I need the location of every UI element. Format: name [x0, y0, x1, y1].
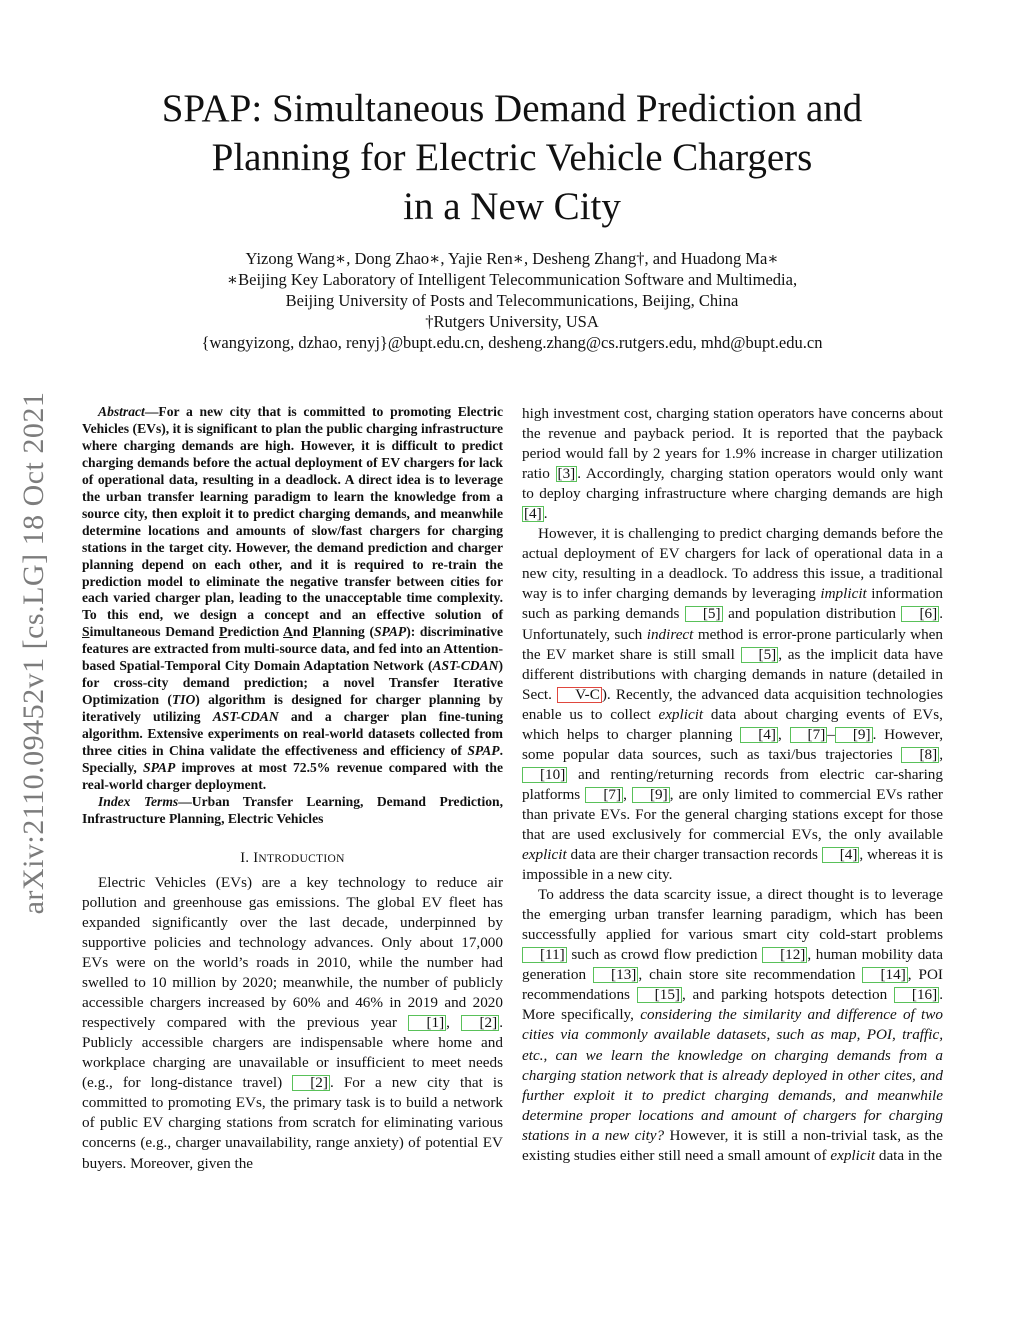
- text: such as crowd flow prediction: [566, 946, 763, 964]
- abstract-text-f: . Specially,: [82, 743, 503, 776]
- author-block: [100, 248, 924, 353]
- title-line-2: Planning for Electric Vehicle Chargers: [211, 136, 813, 179]
- text: data in the: [875, 1146, 943, 1164]
- section-heading-introduction: [82, 848, 503, 869]
- section-number: I. I: [240, 849, 259, 866]
- title-line-3: in a New City: [403, 185, 621, 228]
- text: . Unfortunately, such: [522, 605, 943, 643]
- emphasis: implicit: [820, 585, 867, 603]
- citation-link[interactable]: [7]: [585, 787, 623, 803]
- text: However, it is challenging to predict charging demands before the actual deployment of EV chargers for lack of operational data in a new city, resulting in a deadlock. To address this issue, a traditional way is to infer charging demands by leveraging: [522, 525, 943, 603]
- text: , are only limited to commercial EVs rather than private EVs. For the general charging stations except for those that are used exclusively for commercial EVs, the only available: [522, 785, 943, 843]
- abstract-text-d: ) algorithm is designed for charger planning by iteratively utilizing: [82, 692, 503, 725]
- citation-link[interactable]: [11]: [522, 947, 567, 963]
- text: information such as parking demands: [522, 585, 944, 623]
- text: , as the implicit data have different distributions with charging demands in nature (detailed in Sect.: [522, 645, 943, 703]
- arxiv-stamp: [14, 360, 54, 945]
- text: –: [827, 725, 835, 743]
- text: , chain store site recommendation: [638, 966, 863, 984]
- spap-a: A: [283, 624, 293, 640]
- text: ,: [777, 725, 790, 743]
- intro-paragraph-1-cont: [522, 404, 943, 524]
- citation-link[interactable]: [14]: [862, 967, 907, 983]
- citation-link[interactable]: [12]: [762, 947, 807, 963]
- ast-cdan-2: AST-CDAN: [212, 709, 279, 725]
- text: , and parking hotspots detection: [681, 986, 894, 1004]
- citation-link[interactable]: [13]: [593, 967, 638, 983]
- left-column: [82, 404, 503, 1174]
- emphasis: explicit: [522, 846, 567, 864]
- abstract-text-a: —For a new city that is committed to promoting Electric Vehicles (EVs), it is significant to plan the public charging infrastructure where charging demands are high. However, it is difficult to predict charging demands before the actual deployment of EV chargers for lack of operational data, resulting in a deadlock. A direct idea is to leverage the urban transfer learning paradigm to learn the knowledge from a source city, then exploit it to predict charging demands, and meanwhile determine locations and amounts of slow/fast chargers for charging stations in the target city. However, the demand prediction and charger planning depend on each other, and it is required to re-train the prediction model to eliminate the negative transfer between cities for each varied charger plan, leading to the unacceptable time complexity. To this end, we design a concept and an effective solution of: [82, 404, 503, 623]
- citation-link[interactable]: [9]: [835, 727, 873, 743]
- citation-link[interactable]: [5]: [741, 647, 779, 663]
- intro-paragraph-1: [82, 873, 503, 1174]
- text: ,: [623, 785, 632, 803]
- text: ). Recently, the advanced data acquisition technologies enable us to collect: [522, 685, 943, 723]
- ast-cdan: AST-CDAN: [432, 658, 499, 674]
- text: To address the data scarcity issue, a direct thought is to leverage the emerging urban transfer learning paradigm, which has been successfully applied for various smart city cold-start problems: [522, 886, 943, 944]
- citation-link[interactable]: [2]: [461, 1015, 499, 1031]
- text: ,: [446, 1014, 462, 1032]
- research-question: considering the similarity and difference of two cities via commonly available datasets, such as map, POI, traffic, etc., can we learn the knowledge on charging demands from a charging station network that is already deployed in other cites, and further exploit it to predict charging demands, and meanwhile determine proper locations and amount of chargers for charging stations in a new city?: [522, 1006, 943, 1144]
- author-emails: {wangyizong, dzhao, renyj}@bupt.edu.cn, desheng.zhang@cs.rutgers.edu, mhd@bupt.edu.cn: [201, 333, 823, 352]
- citation-link[interactable]: [2]: [292, 1075, 330, 1091]
- citation-link[interactable]: [16]: [894, 987, 939, 1003]
- citation-link[interactable]: [1]: [408, 1015, 446, 1031]
- emphasis: explicit: [830, 1146, 876, 1164]
- text: high investment cost, charging station operators have concerns about the revenue and payback period. It is reported that the payback period would fall by 2 years for 1.9% increase in charger utilization ratio: [522, 405, 943, 483]
- citation-link[interactable]: [8]: [901, 747, 939, 763]
- text: and population distribution: [722, 605, 902, 623]
- spap-a-rest: nd: [292, 624, 313, 640]
- text: data are their charger transaction records: [566, 846, 822, 864]
- text: , whereas it is impossible in a new city.: [522, 846, 944, 884]
- tio: TIO: [171, 692, 196, 708]
- text: , POI recommendations: [522, 966, 943, 1004]
- citation-link[interactable]: [4]: [740, 727, 778, 743]
- citation-link[interactable]: [10]: [522, 767, 567, 783]
- spap-2: SPAP: [467, 743, 500, 759]
- index-terms-label: Index Terms: [98, 793, 179, 809]
- citation-link[interactable]: [15]: [637, 987, 682, 1003]
- text: . For a new city that is committed to promoting EVs, the primary task is to build a network of public EV charging stations from scratch for eliminating various concerns (e.g., charger unavailability, range anxiety) of potential EV buyers. Moreover, given the: [82, 1074, 503, 1172]
- paper-title: [100, 84, 924, 231]
- spap-p2: P: [312, 624, 321, 640]
- text: , human mobility data generation: [522, 946, 943, 984]
- title-line-1: SPAP: Simultaneous Demand Prediction and: [161, 87, 863, 130]
- spap-s-rest: imultaneous Demand: [89, 624, 219, 640]
- citation-link[interactable]: [4]: [822, 847, 860, 863]
- abstract-text-g: improves at most 72.5% revenue compared with the real-world charger deployment.: [82, 760, 503, 792]
- spap-p: P: [218, 624, 228, 640]
- text: data about charging events of EVs, which helps to charger planning: [522, 705, 943, 743]
- abstract-text-b: ): discriminative features are extracted from multi-source data, and fed into an Attention-based Spatial-Temporal City Domain Adaptation Network (: [82, 624, 503, 674]
- text: . Accordingly, charging station operators would only want to deploy charging infrastructure where charging demands are high: [522, 465, 943, 503]
- text: and renting/returning records from electric car-sharing platforms: [522, 765, 943, 803]
- text: ,: [939, 745, 943, 763]
- text: However, it is still a non-trivial task, as the existing studies either still need a small amount of: [522, 1126, 943, 1164]
- citation-link[interactable]: [7]: [790, 727, 828, 743]
- arxiv-id: arXiv:2110.09452v1 [cs.LG] 18 Oct 2021: [17, 391, 50, 914]
- author-names: Yizong Wang∗, Dong Zhao∗, Yajie Ren∗, Desheng Zhang†, and Huadong Ma∗: [245, 249, 779, 268]
- text: .: [543, 505, 548, 523]
- emphasis: explicit: [658, 705, 704, 723]
- citation-link[interactable]: [5]: [685, 606, 723, 622]
- spap-p2-rest: lanning (: [320, 624, 374, 640]
- spap-p-rest: rediction: [227, 624, 284, 640]
- abstract: [82, 404, 503, 828]
- text: . Publicly accessible chargers are indispensable where home and workplace charging are unavailable or insufficient to meet needs (e.g., for long-distance travel): [82, 1014, 503, 1092]
- affiliation-2: Beijing University of Posts and Telecommunications, Beijing, China: [285, 291, 739, 310]
- abstract-text-c: ) for cross-city demand prediction; a novel Transfer Iterative Optimization (: [82, 658, 503, 708]
- spap-3: SPAP: [143, 760, 176, 776]
- section-name: NTRODUCTION: [258, 852, 345, 865]
- citation-link[interactable]: [3]: [557, 465, 576, 483]
- intro-paragraph-3: [522, 885, 943, 1166]
- citation-link[interactable]: [4]: [524, 505, 542, 523]
- intro-paragraph-2: [522, 524, 943, 885]
- citation-link[interactable]: [6]: [901, 606, 939, 622]
- text: Electric Vehicles (EVs) are a key technology to reduce air pollution and greenhouse gas emissions. The global EV fleet has expanded significantly over the last decade, underpinned by supportive policies and technology advances. Only about 17,000 EVs were on the world’s roads in 2010, while the number had swelled to 10 million by 2020; meanwhile, the number of publicly accessible chargers increased by 60% and 46% in 2019 and 2020 respectively compared with the previous year: [82, 873, 503, 1032]
- right-column: [522, 404, 943, 1166]
- text: . More specifically,: [522, 986, 943, 1024]
- text: . However, some popular data sources, such as taxi/bus trajectories: [522, 725, 943, 763]
- spap-name: SPAP: [373, 624, 407, 640]
- section-link[interactable]: V-C: [557, 687, 602, 703]
- text: method is error-prone particularly when the EV market share is still small: [522, 625, 944, 663]
- citation-link[interactable]: [9]: [632, 787, 670, 803]
- affiliation-3: †Rutgers University, USA: [425, 312, 599, 331]
- emphasis: indirect: [646, 625, 694, 643]
- index-terms-text: —Urban Transfer Learning, Demand Prediction, Infrastructure Planning, Electric Vehicles: [82, 793, 503, 826]
- abstract-label: Abstract: [98, 404, 145, 419]
- affiliation-1: ∗Beijing Key Laboratory of Intelligent Telecommunication Software and Multimedia,: [226, 270, 798, 289]
- abstract-text-e: and a charger plan fine-tuning algorithm. Extensive experiments on real-world datasets collected from three cities in China validate the effectiveness and efficiency of: [82, 709, 503, 759]
- spap-s: S: [82, 624, 90, 640]
